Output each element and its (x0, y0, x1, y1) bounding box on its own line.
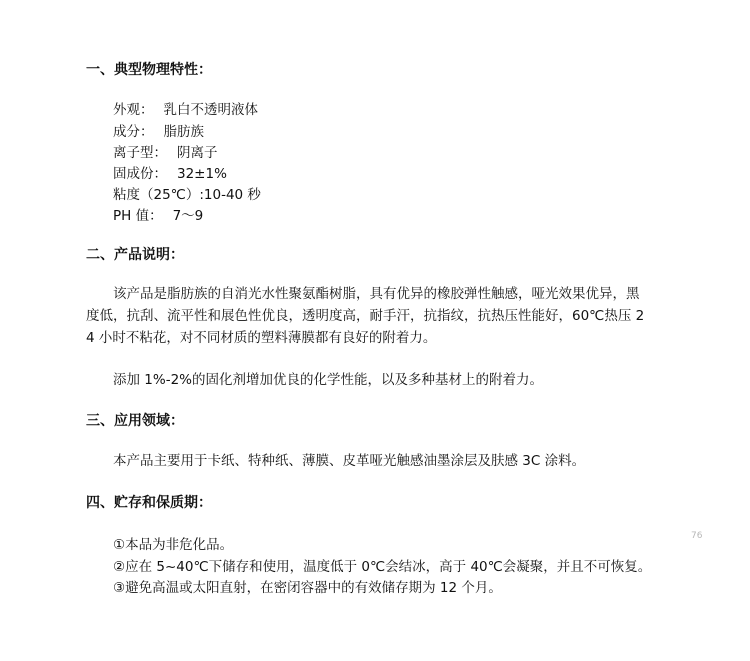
storage-item: ②应在 5~40℃下储存和使用，温度低于 0℃会结冰，高于 40℃会凝聚，并且不可恢复。 (113, 559, 652, 575)
prop-viscosity (113, 183, 261, 203)
prop-label: PH 值： (113, 208, 163, 224)
prop-label: 粘度（25℃）: (113, 187, 204, 203)
prop-value: 10-40 秒 (203, 187, 261, 203)
prop-appearance (113, 98, 258, 118)
application-paragraph: 本产品主要用于卡纸、特种纸、薄膜、皮革哑光触感油墨涂层及肤感 3C 涂料。 (113, 453, 586, 469)
prop-composition (113, 120, 204, 140)
section3-heading: 三、应用领域： (86, 413, 184, 429)
page-number: 76 (691, 531, 703, 541)
section1-heading: 一、典型物理特性： (86, 62, 212, 78)
section2-heading: 二、产品说明： (86, 247, 184, 263)
prop-value: 7～9 (172, 208, 204, 224)
prop-value: 阴离子 (177, 145, 218, 161)
section4-heading: 四、贮存和保质期： (86, 495, 212, 511)
storage-item: ③避免高温或太阳直射，在密闭容器中的有效储存期为 12 个月。 (113, 580, 502, 596)
storage-item: ①本品为非危化品。 (113, 537, 234, 553)
product-description-paragraph: 该产品是脂肪族的自消光水性聚氨酯树脂，具有优异的橡胶弹性触感，哑光效果优异，黑度低，抗刮、流平性和展色性优良，透明度高，耐手汗，抗指纹，抗热压性能好，60℃热压 24 小时不粘花，对不同材质的塑料薄膜都有良好的附着力。 (86, 286, 645, 346)
prop-label: 成分： (113, 124, 154, 140)
prop-label: 外观： (113, 102, 154, 118)
curing-agent-paragraph: 添加 1%-2%的固化剂增加优良的化学性能，以及多种基材上的附着力。 (113, 372, 543, 388)
prop-ph (113, 204, 203, 224)
prop-label: 离子型： (113, 145, 167, 161)
prop-label: 固成份： (113, 166, 167, 182)
prop-value: 乳白不透明液体 (163, 102, 258, 118)
prop-solid-content (113, 162, 227, 182)
prop-value: 32±1% (177, 166, 227, 182)
prop-ionic-type (113, 141, 218, 161)
prop-value: 脂肪族 (163, 124, 204, 140)
